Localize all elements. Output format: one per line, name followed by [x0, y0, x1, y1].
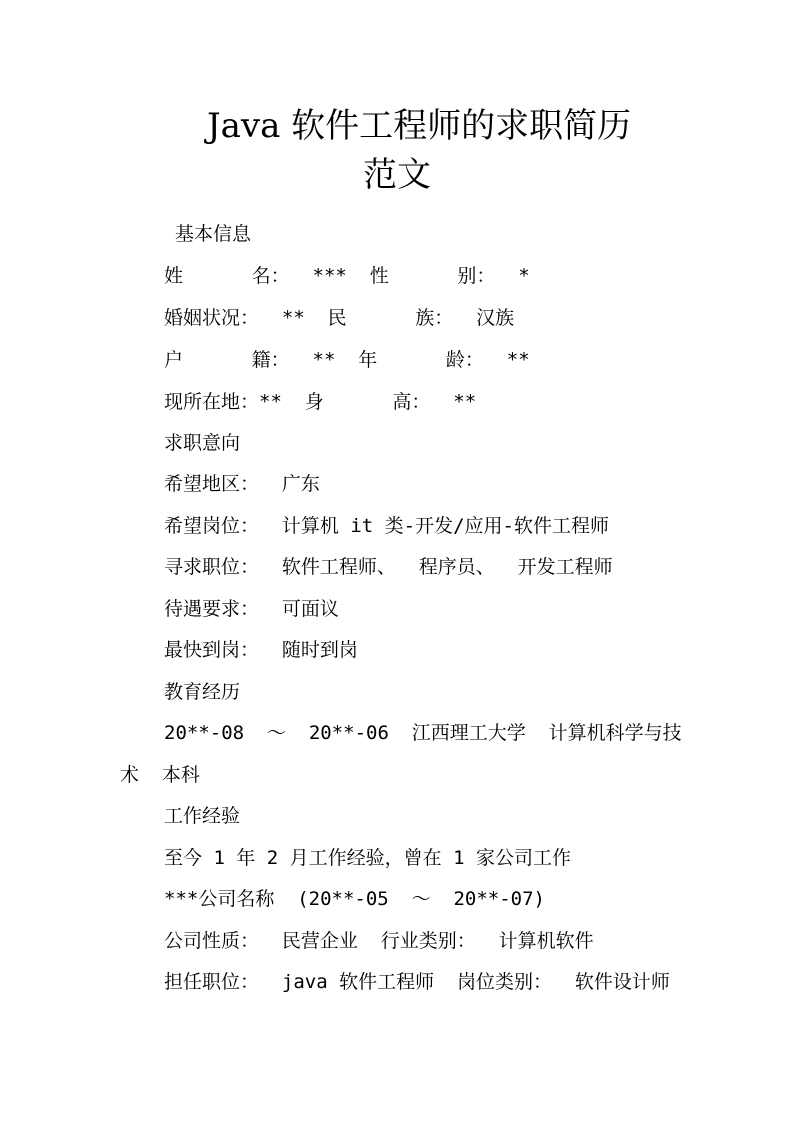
text-line: 待遇要求： 可面议 — [164, 598, 339, 620]
text-line: 户 籍： ** 年 龄： ** — [164, 349, 530, 371]
section-heading-basic-info: 基本信息 — [175, 223, 252, 245]
text-line: 至今 1 年 2 月工作经验，曾在 1 家公司工作 — [164, 847, 571, 869]
document-title-line-1: Java 软件工程师的求职简历 — [207, 106, 632, 146]
text-line: 寻求职位： 软件工程师、 程序员、 开发工程师 — [164, 556, 613, 578]
section-heading-job-intent: 求职意向 — [164, 432, 241, 454]
text-line-continuation: 术 本科 — [120, 764, 200, 786]
text-line: ***公司名称 (20**-05 ～ 20**-07) — [164, 888, 545, 910]
text-line: 20**-08 ～ 20**-06 江西理工大学 计算机科学与技 — [164, 722, 682, 744]
text-line: 公司性质： 民营企业 行业类别： 计算机软件 — [164, 930, 594, 952]
text-line: 希望地区： 广东 — [164, 473, 320, 495]
text-line: 现所在地：** 身 高： ** — [164, 391, 477, 413]
text-line: 希望岗位： 计算机 it 类-开发/应用-软件工程师 — [164, 515, 609, 537]
section-heading-work-experience: 工作经验 — [164, 805, 241, 827]
section-heading-education: 教育经历 — [164, 681, 241, 703]
text-line: 最快到岗： 随时到岗 — [164, 639, 358, 661]
text-line: 婚姻状况： ** 民 族： 汉族 — [164, 307, 515, 329]
text-line: 担任职位： java 软件工程师 岗位类别： 软件设计师 — [164, 971, 670, 993]
text-line: 姓 名： *** 性 别： * — [164, 265, 530, 287]
document-title-line-2: 范文 — [363, 155, 431, 195]
